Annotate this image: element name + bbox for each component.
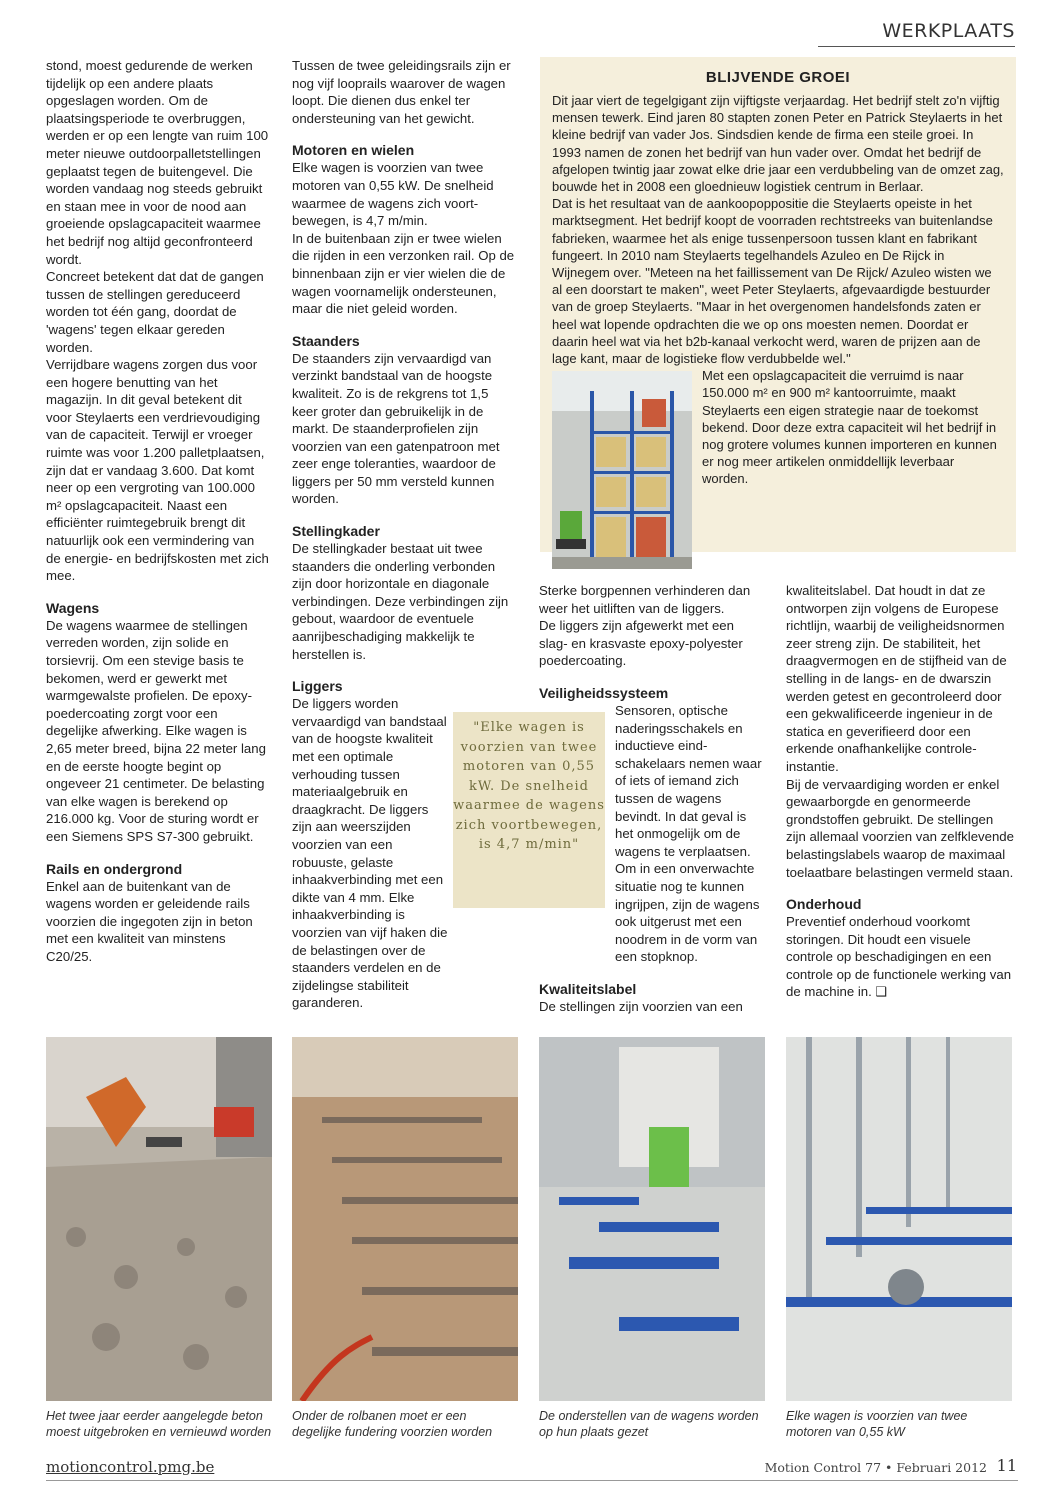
pull-quote: "Elke wagen is voorzien van twee motoren van 0,55 kW. De snelheid waarmee de wagens zich voortbewegen, is 4,7 m/min" [453,712,605,908]
paragraph: Dat is het resultaat van de aankoopoppositie die Steylaerts opeiste in het marktsegment. Het bedrijf koopt de voorraden rechtstreeks van buitenlandse fabrieken, waarmee het als enige tussenpersoon tussen klant en fabrikant fungeert. In 2010 nam Steylaerts tegelhandels Azuleo en De Rijck in Wijnegem over. "Meteen na het faillissement van De Rijck/ Azuleo wisten we al een doorstart te maken", weet Peter Steylaerts, afgevaardigde bestuurder van de groep Steylaerts. "Maar in het overgenomen handelsfonds zaten er heel wat lopende opdrachten die we op ons moesten nemen. Doordat er daarin heel wat via het b2b-kanaal verkocht werd, waren de prijzen aan de lage kant, maar de logistieke flow verdubbelde wel." [552,196,993,367]
paragraph: De stellingkader bestaat uit twee staanders die onderling verbonden zijn door horizontale en diagonale verbindingen. Deze verbindingen zijn gebout, waardoor de eventuele aanrijbeschadiging makkelijk te herstellen is. [292,541,509,662]
heading-onderhoud: Onderhoud [786,896,862,913]
heading-staanders: Staanders [292,332,360,349]
foundation-photo [292,1037,518,1401]
issue-info [765,1460,987,1475]
paragraph: Sensoren, optische naderingsschakels en inductieve eindschakelaars nemen waar of iets of iemand zich tussen de wagens bevindt. In dat geval is het onmogelijk om de wagens te verplaatsen. Om in een onverwachte situatie nog te kunnen ingrijpen, zijn de wagens ook uitgerust met een noodrem in de vorm van een stopknop. [615,702,762,965]
paragraph: In de buitenbaan zijn er twee wielen die rijden in een verzonken rail. Op de binnenbaan zijn er vier wielen die de wagen voornamelijk ondersteunen, maar die niet geleid worden. [292,230,515,317]
paragraph: Enkel aan de buitenkant van de wagens worden er geleidende rails voorzien die ingegoten zijn in beton met een kwaliteit van minstens C20/25. [46,878,253,964]
heading-motoren: Motoren en wielen [292,142,415,159]
box-title: BLIJVENDE GROEI [705,69,851,86]
demolition-photo [46,1037,272,1401]
photo-caption: Onder de rolbanen moet er een degelijke fundering voorzien worden [292,1409,493,1439]
paragraph: De staanders zijn vervaardigd van verzinkt bandstaal van de hoogste kwaliteit. Zo is de rekgrens tot 1,5 keer groter dan gebruikelijk in de markt. De staanderprofielen zijn voorzien van een gatenpatroon met zeer enge toleranties, waardoor de liggers per 50 mm versteld kunnen worden. [292,350,500,507]
paragraph: Preventief onderhoud voorkomt storingen. Dit houdt een visuele controle op beschadigingen en een controle op de functionele werking van de machine in. ❑ [786,914,1012,1000]
heading-veiligheidssysteem: Veiligheidssysteem [539,684,669,701]
column-4 [786,582,1014,1001]
paragraph: De liggers worden vervaardigd van bandstaal van de hoogste kwaliteit met een optimale verhouding tussen materiaalgebruik en draagkracht. De liggers zijn aan weerszijden voorzien van een robuuste, gelaste inhaakverbinding met een dikte van 4 mm. Elke inhaakverbinding is voorzien van vijf haken die de belastingen over de staanders verdelen en de zijdelingse stabiliteit garanderen. [292,696,448,1011]
paragraph: stond, moest gedurende de werken tijdelijk op een andere plaats opgeslagen worden. Om de plaatsingsperiode te overbruggen, werden er op een lengte van ruim 100 meter nieuwe outdoorpalletstellingen geplaatst tegen de buitengevel. Die worden vandaag nog steeds gebruikt en staan mee in voor de nood aan groeiende opslagcapaciteit waarmee het bedrijf nog altijd geconfronteerd wordt. [46,58,269,267]
paragraph: Elke wagen is voorzien van twee motoren van 0,55 kW. De snelheid waarmee de wagens zich voortbewegen, is 4,7 m/min. [292,160,494,229]
photo-caption: Het twee jaar eerder aangelegde beton moest uitgebroken en vernieuwd worden [46,1409,272,1439]
chassis-photo [539,1037,765,1401]
photo-caption: Elke wagen is voorzien van twee motoren van 0,55 kW [786,1409,968,1439]
column-1 [46,57,271,966]
issue-label: Motion Control 77 • Februari 2012 [764,1460,987,1475]
paragraph: Verrijdbare wagens zorgen dus voor een hogere benutting van het magazijn. In dit geval betekent dit voor Steylaerts een verdrievoudiging van de capaciteit. Terwijl er vroeger ruimte was voor 1.200 palletplaatsen, zijn dat er vandaag 3.600. Dat komt neer op een vergroting van 100.000 m² opslagcapaciteit. Naast een efficiënter ruimtegebruik brengt dit natuurlijk ook een vermindering van de energie- en bedrijfskosten met zich mee. [46,357,269,584]
paragraph: Bij de vervaardiging worden er enkel gewaarborgde en genormeerde grondstoffen gebruikt. De stellingen zijn allemaal voorzien van zelfklevende belastingslabels waarop de maximaal toelaatbare belastingen vermeld staan. [786,776,1014,880]
page-number: 11 [996,1456,1017,1475]
warehouse-photo [552,371,692,569]
paragraph: De liggers zijn afgewerkt met een slag- en krasvaste epoxy-polyester poedercoating. [539,618,743,669]
heading-stellingkader: Stellingkader [292,523,380,540]
heading-rails: Rails en ondergrond [46,860,183,877]
paragraph: De stellingen zijn voorzien van een [539,998,743,1014]
section-rule [818,46,1015,47]
paragraph: Concreet betekent dat dat de gangen tussen de stellingen gereduceerd worden tot één gang, doordat de 'wagens' tegen elkaar gereden worden. [46,269,264,355]
paragraph: Sterke borgpennen verhinderen dan weer het uitliften van de liggers. [539,583,751,616]
photo-caption: De onderstellen van de wagens worden op hun plaats gezet [539,1409,759,1439]
sidebar-box [540,57,1016,552]
footer-rule [46,1480,1018,1481]
paragraph: Dit jaar viert de tegelgigant zijn vijftigste verjaardag. Het bedrijf stelt zo'n vijftig mensen tewerk. Eind jaren 80 stapten zonen Peter en Patrick Steylaerts in het kleine bedrijf van vader Jos. Sindsdien kende de firma een steile groei. In 1993 namen de zonen het bedrijf van hun vader over. Omdat het bedrijf de afgelopen twintig jaar zowat elke drie jaar een verdubbeling van de omzet zag, bouwde het in 2008 een gloednieuw logistiek centrum in Berlaar. [552,93,1004,195]
heading-wagens: Wagens [46,599,100,616]
heading-kwaliteitslabel: Kwaliteitslabel [539,980,637,997]
paragraph: kwaliteitslabel. Dat houdt in dat ze ontworpen zijn volgens de Europese richtlijn, waarbij de veiligheidsnormen zeer streng zijn. De stabiliteit, het draagvermogen en de stijfheid van de stelling in de langs- en de dwarszin werden getest en gecontroleerd door een gekwalificeerde ingenieur in de statica en geverifieerd door een erkende onafhankelijke controle-instantie. [786,583,1007,774]
motor-photo [786,1037,1012,1401]
paragraph: Tussen de twee geleidingsrails zijn er nog vijf looprails waarover de wagen loopt. Die dienen dus enkel ter ondersteuning van het gewicht. [292,58,511,126]
paragraph: Met een opslagcapaciteit die verruimd is naar 150.000 m² en 900 m² kantoorruimte, maakt Steylaerts een eigen strategie naar de toekomst bekend. Door deze extra capaciteit wil het bedrijf in nog grotere volumes kunnen importeren en kunnen er nog meer artikelen onmiddellijk leverbaar worden. [702,368,997,487]
paragraph: De wagens waarmee de stellingen verreden worden, zijn solide en torsievrij. Om een stevige basis te bekomen, werd er gewerkt met warmgewalste profielen. De epoxypoedercoating zorgt voor een degelijke afwerking. Elke wagen is 2,65 meter breed, bijna 22 meter lang en de eerste hoogte begint op ongeveer 21 centimeter. De belasting van elke wagen is berekend op 216.000 kg. Voor de sturing wordt er een Siemens SPS S7-300 gebruikt. [46,617,266,844]
section-label: WERKPLAATS [882,20,1015,42]
heading-liggers: Liggers [292,678,343,695]
website-link[interactable]: motioncontrol.pmg.be [46,1458,215,1476]
